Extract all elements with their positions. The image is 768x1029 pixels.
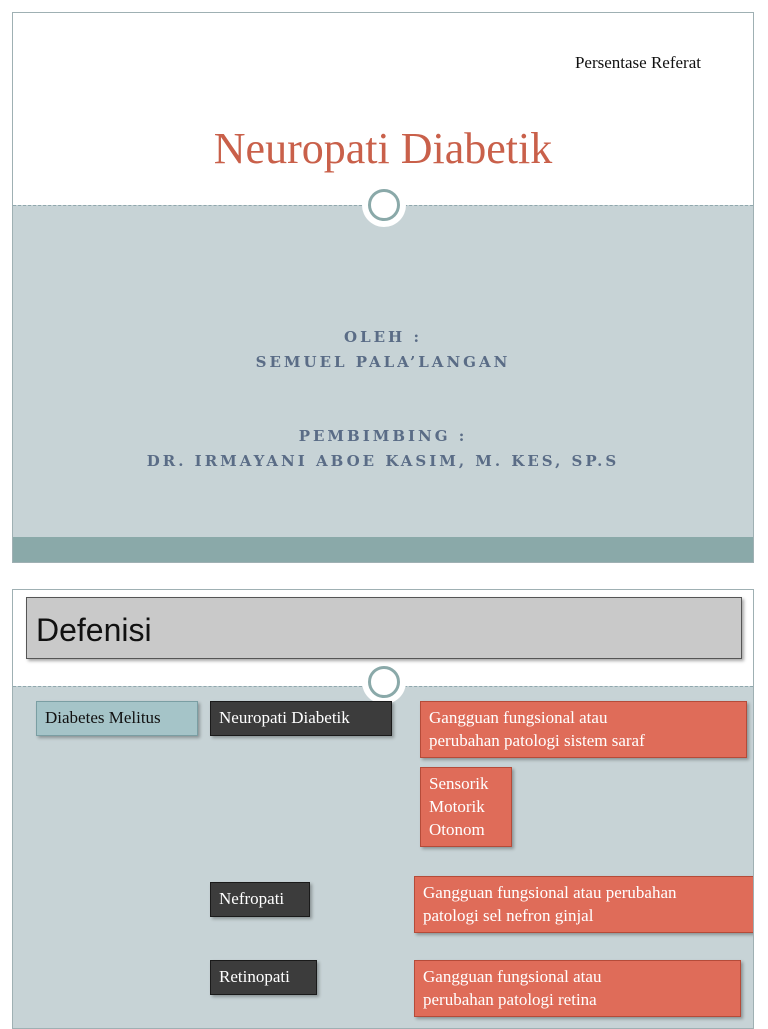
title-area: [13, 13, 753, 205]
author-heading: OLEH :: [344, 328, 422, 346]
nefropati-definition-box: [414, 876, 754, 933]
author-name: SEMUEL PALA’LANGAN: [255, 353, 511, 371]
retinopati-box: [210, 960, 317, 995]
circle-ornament-icon: [362, 183, 406, 227]
footer-bar: [13, 537, 753, 563]
type-otonom: Otonom: [429, 820, 485, 839]
diabetes-melitus-label: Diabetes Melitus: [45, 708, 161, 727]
neuropati-definition-line: Gangguan fungsional atau: [429, 708, 608, 727]
diabetes-melitus-box: [36, 701, 198, 736]
circle-ornament-icon: [362, 660, 406, 704]
presentation-label: Persentase Referat: [574, 53, 701, 72]
nefropati-box: [210, 882, 310, 917]
neuropati-types-box: [420, 767, 512, 847]
retinopati-label: Retinopati: [219, 967, 290, 986]
retinopati-definition-box: [414, 960, 741, 1017]
slide-title: Neuropati Diabetik: [213, 124, 553, 173]
content-band: [13, 205, 753, 563]
neuropati-label: Neuropati Diabetik: [219, 708, 350, 727]
neuropati-box: [210, 701, 392, 736]
title-slide: [12, 12, 754, 563]
supervisor-heading: PEMBIMBING :: [298, 427, 468, 445]
type-motorik: Motorik: [429, 797, 485, 816]
nefropati-label: Nefropati: [219, 889, 285, 908]
nefropati-definition-line: patologi sel nefron ginjal: [423, 906, 594, 925]
neuropati-definition-line: perubahan patologi sistem saraf: [429, 731, 645, 750]
definition-slide: [12, 589, 754, 1029]
nefropati-definition-line: Gangguan fungsional atau perubahan: [423, 883, 677, 902]
neuropati-definition-box: [420, 701, 747, 758]
supervisor-name: DR. IRMAYANI ABOE KASIM, M. KES, SP.S: [146, 452, 620, 470]
slide-heading: Defenisi: [36, 612, 152, 648]
heading-box: [26, 597, 742, 659]
retinopati-definition-line: Gangguan fungsional atau: [423, 967, 602, 986]
retinopati-definition-line: perubahan patologi retina: [423, 990, 597, 1009]
type-sensorik: Sensorik: [429, 774, 489, 793]
